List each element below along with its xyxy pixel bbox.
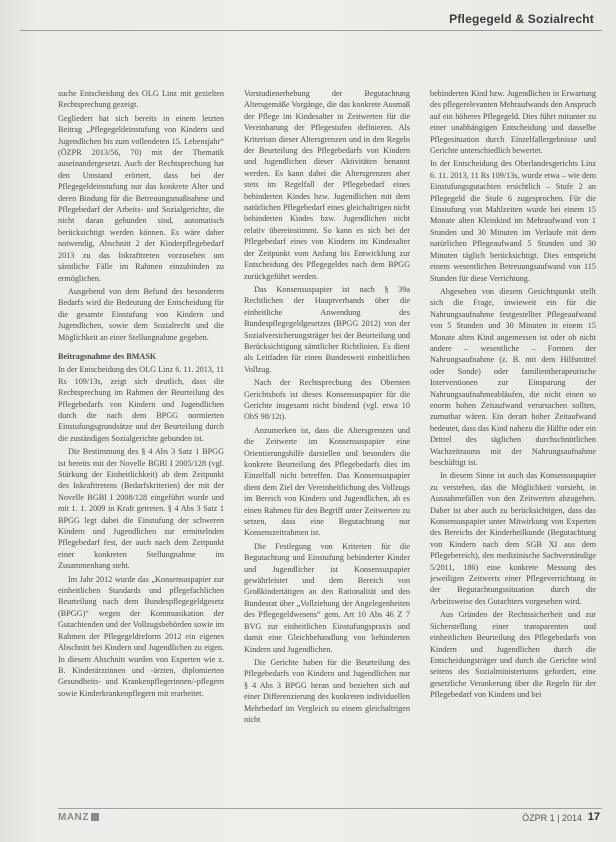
paragraph: Anzumerken ist, dass die Altersgrenzen und die Zeitwerte im Konsensuspapier eine Orientierungshilfe darstellen und besonders die konkrete Beurteilung des Pflegebedarfs dies im Einzelfall nicht betreffen. Das Konsensuspapier dient dem Ziel der Vereinheitlichung des Vollzugs im Bereich von Kindern und Jugendlichen, ab es einen Rahmen für den Begriff unter Zeitwerten zu setzen, dass eine Begutachtung nur Konsenszeitrahmen ist.: [244, 425, 410, 538]
paragraph: suche Entscheidung des OLG Linz mit gezielten Rechtsprechung gezeigt.: [58, 89, 224, 110]
paragraph: Vorstudienerhebung der Begutachtung Altersgemäße Vorgänge, die das konkrete Ausmaß der Pflege im Kindesalter in Zeitwerten für die Vereinbarung der Pflegestufen definieren. Als Kriterium dieser Altersgrenzen und in den Regeln der Beurteilung des Pflegebedarfs von Kindern und Jugendlichen dieser Aktivitäten benannt werden. Es kann dabei die Altersgrenzen aber stets im Regelfall der Pflegebedarf eines behinderten Kindes bzw. Jugendlichen mit dem natürlichen Pflegebedarf eines gleichaltrigen nicht behinderten Kindes bzw. Jugendlichen nicht relativ übereinstimmt. So kann es sich bei der Pflegebedarf eines von Kindern im Kindesalter der Zeitpunkt vom Anfang bis Entwicklung zur Entscheidung des Pflegegeldes nach dem BPGG zurückgeführt werden.: [244, 89, 410, 281]
paragraph: Aus Gründen der Rechtssicherheit und zur Sicherstellung einer transparenten und einheitlichen Beurteilung des Pflegebedarfs von Kindern und Jugendlichen durch die Entscheidungsträger und durch die Gerichte wird seitens des Sozialministeriums gefordert, eine gesetzliche Verankerung über die Regeln für der Pflegebedarf von Kindern und bei: [430, 610, 596, 700]
publisher-logo: [58, 812, 99, 823]
subheading: Beitragsnahme des BMASK: [58, 351, 157, 361]
paragraph: Die Festlegung von Kriterien für die Begutachtung und Einstufung behinderter Kinder und Jugendlicher ist Konsensuspapier gewährleistet und dem Bereich von Großkindertätigen an den Rationalität und den Bundesrat über „Vollziehung der Angelegenheiten des Pflegegeldwesens“ gem. Art 10 Abs 46 Z 7 BVG zur einheitlichen Einstufungspraxis und damit eine Gleichbehandlung von behinderten Kindern und Jugendlichen.: [244, 541, 410, 654]
paragraph: Nach der Rechtsprechung des Obersten Gerichtshofs ist dieses Konsensuspapier für die Gerichte insgesamt nicht bindend (vgl. etwa 10 ObS 98/12t).: [244, 378, 410, 422]
text-column-2: [244, 88, 410, 796]
page-number: 17: [587, 811, 600, 823]
paragraph: In der Entscheidung des Oberlandesgerichts Linz 6. 11. 2013, 11 Rs 109/13s, wurde etwa – wie dem Einstufungsgutachten ersichtlich – Stufe 2 an Pflegegeld die Stufe 6 zugesprochen. Für die Einstufung von Mahlzeiten wurde bei einem 15 Monate alten Kleinkind im Mehraufwand von 1 Stunden und 30 Minuten im Verlaufe mit dem natürlichen Pflegeaufwand 5 Stunden und 30 Minuten täglich berücksichtigt. Dies entspricht einem wesentlichen Betreuungsaufwand von 115 Stunden für diese Verrichtung.: [430, 159, 596, 283]
publisher-mark-icon: [91, 813, 99, 821]
paragraph: In diesem Sinne ist auch das Konsensuspapier zu verstehen, das die Möglichkeit vorsieht, in Ausnahmefällen von den Zeitwerten abzugehen. Daher ist aber auch zu berücksichtigen, dass das Konsensuspapier unter Mitwirkung von Experten des Bereichs der Kinderheilkunde (Begutachtung von Kindern nach dem SGB XI aus dem Pflegebereich), den medizinische Sachverständige 5/2011, 186) eine konkrete Messung des jeweiligen Zeitwerts einer Pflegeverrichtung in der Begutachtungssituation durch die Arbeitsweise des Gutachters vorgesehen wird.: [430, 471, 596, 606]
paragraph: Im Jahr 2012 wurde das „Konsensuspapier zur einheitlichen Standards und pflegefachlichen Beurteilung nach dem Bundespflegegeldgesetz (BPGG)“ wegen der Kommunikation der Gutachtenden und der Vollzugsbehörden sowie im Rahmen der Pflegegeldreform 2012 ein eigenes Abschnitt bei Kindern und Jugendlichen zu eigen. In diesem Abschnitt wurden von Experten wie z. B. Kinderärztinnen und -ärzten, diplomierten Gesundheits- und Krankenpflegerinnen/-pflegern sowie Kinderkrankenpflegern mit erarbeitet.: [58, 574, 224, 698]
journal-issue: ÖZPR 1 | 2014: [522, 813, 582, 823]
footer-divider: [58, 808, 602, 809]
paragraph: Die Bestimmung des § 4 Abs 3 Satz 1 BPGG ist bereits mit der Novelle BGBl I 2005/128 (vgl. Stärkung der Einheitlichkeit) ab dem Zeitpunkt des Inkrafttretens (Bedarfskriterien) der mit der Novelle BGBl I 2008/128 eingeführt wurde und mit 1. 1. 2009 in Kraft getreten. § 4 Abs 3 Satz 1 BPGG legt dabei die Einstufung der schweren Kindern und Jugendlichen zur ermittelnden Pflegebedarf fest, der auch nach dem Zeitpunkt einer konkreten Stellungnahme im Zusammenhang steht.: [58, 447, 224, 571]
section-title: Pflegegeld & Sozialrecht: [449, 12, 594, 26]
article-body: [58, 88, 596, 796]
paragraph: Das Konsensuspapier ist nach § 39a Rechtlichen der Hauptverbands über die einheitliche Anwendung des Bundespflegegeldgesetzes (BPGG 2012) von der Sozialversicherungsträger bei der Beurteilung und Berücksichtigung sämtlicher Richtlinien. Es dient als Leitfaden für einen Bundesweit einheitlichen Vollzug.: [244, 284, 410, 374]
text-column-3: [430, 88, 596, 796]
page-header: [20, 4, 602, 31]
text-column-1: [58, 88, 224, 796]
paragraph: behinderten Kind bzw. Jugendlichen in Erwartung des pflegerelevanten Mehraufwands den Anspruch auf ein höheres Pflegegeld. Dies führt mitunter zu einer unabhängigen Entscheidung und dasselbe Pflegesituation durch Einzelfallergebnisse und Gerichte unterschiedlich bewertet.: [430, 89, 596, 156]
paragraph: Ausgehend von dem Befund des besonderen Bedarfs wird die Bedeutung der Entscheidung für die gesamte Einstufung von Kindern und Jugendlichen, sowie dem Sozialrecht und die Möglichkeit an einer Stellungnahme gegeben.: [58, 286, 224, 342]
paragraph: Die Gerichte haben für die Beurteilung des Pflegebedarfs von Kindern und Jugendlichen nur § 4 Abs 3 BPGG heran und beziehen sich auf einer Differenzierung des konkreten individuellen Mehrbedarf im Vergleich zu einem gleichaltrigen nicht: [244, 657, 410, 724]
paragraph: In der Entscheidung des OLG Linz 6. 11. 2013, 11 Rs 109/13s, zeigt sich deutlich, dass die Rechtsprechung im Rahmen der Beurteilung des Pflegebedarfs von Kindern und Jugendlichen durch die nach dem BPGG normierten Einstufungsgrundsätze und der Beurteilung durch die zuständigen Sozialgerichte gebunden ist.: [58, 365, 224, 443]
paragraph: Abgesehen von diesem Gesichtspunkt stellt sich die Frage, inwieweit ein für die Nahrungsaufnahme festgestellter Pflegeaufwand von 5 Stunden und 30 Minuten in einem 15 Monate alten Kind angemessen ist oder ob nicht andere – wesentliche – Formen der Nahrungsaufnahme (z. B. mit dem Hilfsmittel oder Sonde) oder familientherapeutische Interventionen zur Einsparung der Nahrungsaufnahmeabläufen, die nicht einen so enorm hohen Zeitaufwand verursachen sollten, zumutbar wären. Ein derart hoher Zeitaufwand bedeutet, dass das Kind nahezu die Hälfte oder ein Drittel des täglichen durchschnittlichen Wachzeitraums mit der Nahrungsaufnahme beschäftigt ist.: [430, 286, 596, 467]
publisher-name: MANZ: [58, 812, 89, 823]
paragraph: Gegliedert hat sich bereits in einem letzten Beitrag „Pflegegeldeinstufung von Kindern und Jugendlichen bis zum vollendeten 15. Lebensjahr“ (ÖZPR 2013/56, 70) mit der Thematik auseinandergesetzt. Auch der Rechtsprechung hat den Umstand erörtert, dass bei der Pflegegeldeinstufung nur das konkrete Alter und deren Bindung für die Betreuungsmaßnahme und Pflegebedarf der Arbeits- und Sozialgerichte, die nicht daran gebunden sind, automatisch berücksichtigt werden können. Es wäre daher notwendig, Abschnitt 2 der Kinderpflegebedarf 2013 zu das Inkrafttreten vorzusehen um sämtliche Fälle im Rahmen einzubinden zu ermöglichen.: [58, 113, 224, 283]
